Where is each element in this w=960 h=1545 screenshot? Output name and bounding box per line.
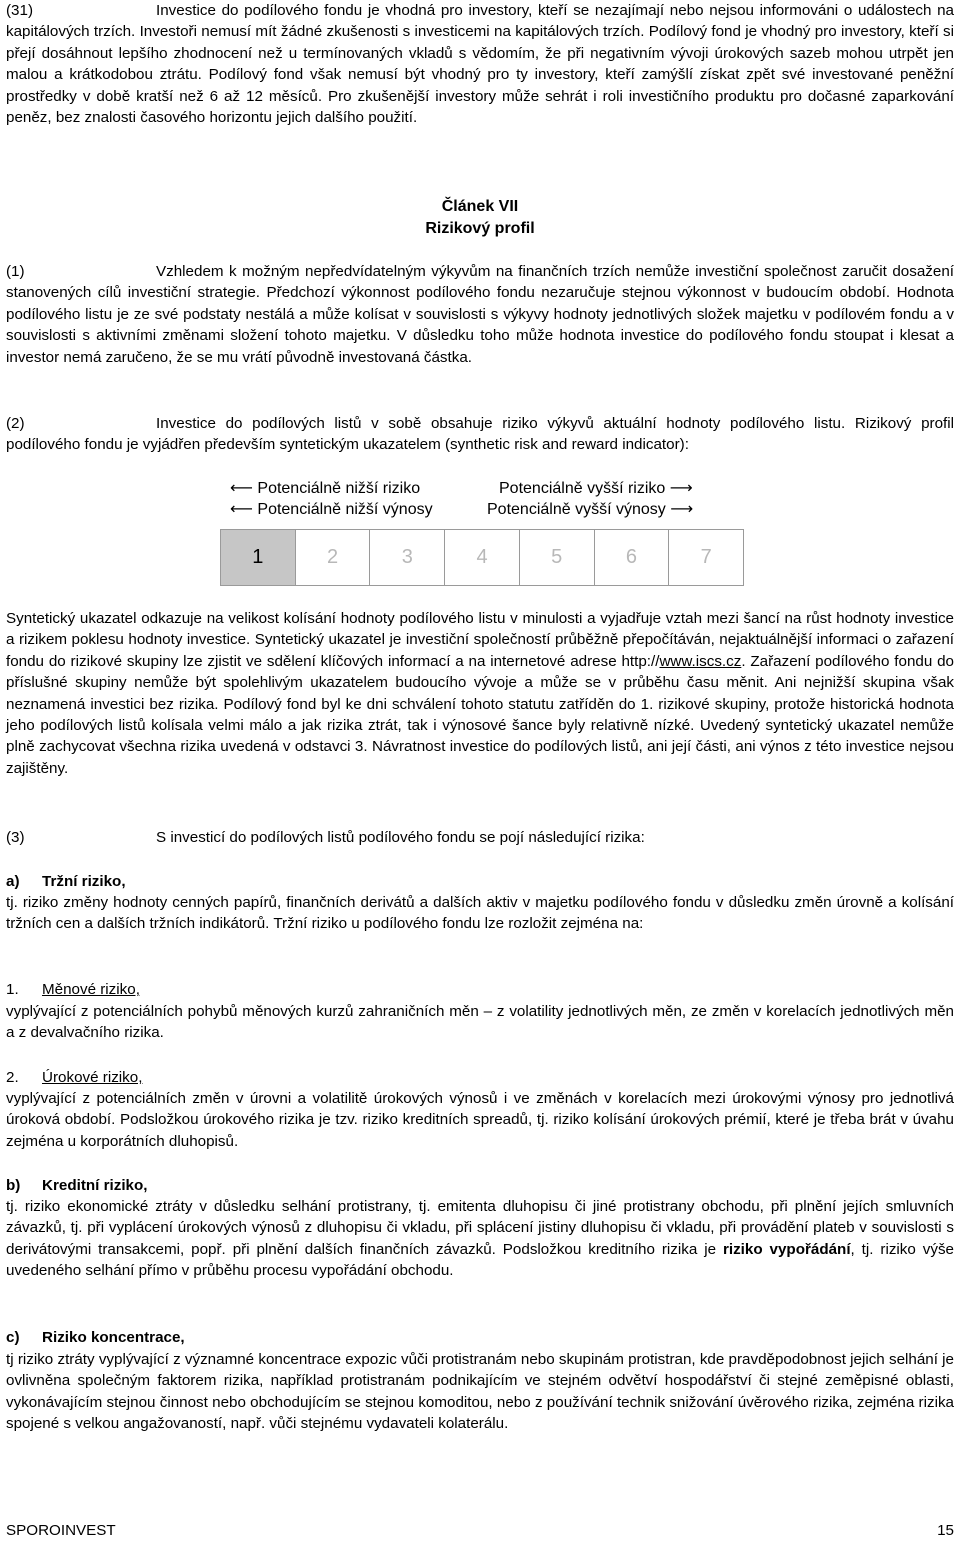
risk-scale-cell-5: 5: [520, 530, 595, 585]
paragraph-31: [6, 0, 954, 128]
risk-c-text: tj riziko ztráty vyplývající z významné koncentrace expozic vůči protistranám nebo skupinám protistran, kde pravděpodobnost jejich selhání je ovlivněna společným faktorem rizika, například protistranám podnikajícím ve stejném odvětví hospodářství či stejné zeměpisné oblasti, vykonávajícím stejnou činnost nebo obchodujícím se stejnou komoditou, nebo z používání technik snižování úvěrového rizika, zejména rizika spojené s velkou angažovaností, např. vůči stejnému vydavateli kolaterálu.: [6, 1351, 954, 1433]
paragraph-3: [6, 827, 954, 848]
paragraph-text: S investicí do podílových listů podílového fondu se pojí následující rizika:: [156, 829, 645, 846]
risk-scale-cell-1: 1: [221, 530, 296, 585]
paragraph-number: (2): [6, 415, 25, 432]
page-number: 15: [937, 1522, 954, 1539]
risk-a-text: tj. riziko změny hodnoty cenných papírů, finančních derivátů a dalších aktiv v majetku podílového fondu v důsledku změn úrovně a kolísání tržních cen a dalších tržních indikátorů. Tržní riziko u podílového fondu lze rozložit zejména na:: [6, 894, 954, 933]
sub-risk-2-text: vyplývající z potenciálních změn v úrovni a volatilitě úrokových výnosů i ve změnách v korelacích mezi úrokovými výnosy pro jednotlivá úroková období. Podsložkou úrokového rizika je tzv. riziko kreditních spreadů, tj. riziko kolísání úrokových prémií, které je třeba brát v úvahu zejména u korporátních dluhopisů.: [6, 1090, 954, 1150]
article-number: Článek VII: [441, 198, 519, 215]
sub-risk-1-text: vyplývající z potenciálních pohybů měnových kurzů zahraničních měn – z volatility jednotlivých měn, ze změn v korelacích jednotlivých měn a z devalvačního rizika.: [6, 1003, 954, 1042]
arrow-right-icon: ⟶: [670, 501, 694, 518]
paragraph-1: [6, 261, 954, 368]
paragraph-text: Investice do podílového fondu je vhodná pro investory, kteří se nezajímají nebo nejsou informováni o událostech na kapitálových trzích. Investoři nemusí mít žádné zkušenosti s investicemi na kapitálových trzích. Podílový fond je vhodný pro investory, kteří si přejí dosáhnout lepšího zhodnocení než u termínovaných vkladů s vědomím, že při negativním vývoji úrokových sazeb mohou utrpět jen malou a krátkodobou ztrátu. Podílový fond však nemusí být vhodný pro ty investory, kteří zamýšlí získat zpět své investované peněžní prostředky v době kratší než 6 až 12 měsíců. Pro zkušenější investory může sehrát i roli investičního produktu pro dočasné zaparkování peněz, bez znalosti časového horizontu jejich dalšího použití.: [6, 2, 954, 127]
risk-scale-cell-6: 6: [595, 530, 670, 585]
arrow-right-icon: ⟶: [669, 480, 693, 497]
risk-scale-cell-4: 4: [445, 530, 520, 585]
risk-b-heading: b) Kreditní riziko,: [6, 1177, 148, 1194]
paragraph-number: (3): [6, 829, 25, 846]
document-page: [6, 0, 954, 1545]
higher-yield-label: Potenciálně vyšší výnosy ⟶: [487, 501, 694, 518]
paragraph-number: (1): [6, 263, 25, 280]
arrow-left-icon: ⟵: [230, 501, 253, 518]
risk-scale-cell-2: 2: [296, 530, 371, 585]
risk-scale-cell-7: 7: [700, 546, 712, 568]
article-title: Rizikový profil: [425, 220, 535, 237]
sub-risk-1-heading: 1. Měnové riziko,: [6, 981, 140, 998]
lower-risk-label: ⟵ Potenciálně nižší riziko: [230, 480, 421, 497]
lower-yield-label: ⟵ Potenciálně nižší výnosy: [230, 501, 433, 518]
page-footer: [6, 1522, 954, 1539]
risk-a-heading: a) Tržní riziko,: [6, 873, 126, 890]
risk-c-heading: c) Riziko koncentrace,: [6, 1329, 185, 1346]
arrow-left-icon: ⟵: [230, 480, 253, 497]
paragraph-text: Vzhledem k možným nepředvídatelným výkyvům na finančních trzích nemůže investiční společnost zaručit dosažení stanovených cílů investiční strategie. Předchozí výkonnost podílového fondu nezaručuje stejnou výkonnost v budoucím období. Hodnota podílového listu je ze své podstaty nestálá a může kolísat v souvislosti s výkyvy hodnoty jednotlivých složek majetku v podílovém fondu a v souvislosti s aktivními změnami složení tohoto majetku. V důsledku toho může hodnota investice do podílového fondu stoupat i klesat a investor nemá zaručeno, že se mu vrátí původně investovaná částka.: [6, 263, 954, 366]
risk-scale: [220, 529, 744, 586]
paragraph-2: [6, 413, 954, 456]
paragraph-number: (31): [6, 2, 34, 19]
risk-scale-cell-3: 3: [370, 530, 445, 585]
sub-risk-2-heading: 2. Úrokové riziko,: [6, 1069, 143, 1086]
higher-risk-label: Potenciálně vyšší riziko ⟶: [499, 480, 693, 497]
footer-company: SPOROINVEST: [6, 1522, 116, 1539]
paragraph-text: Investice do podílových listů v sobě obsahuje riziko výkyvů aktuální hodnoty podílového listu. Rizikový profil podílového fondu je vyjádřen především syntetickým ukazatelem (synthetic risk and reward indicator):: [6, 415, 954, 454]
srri-paragraph: Syntetický ukazatel odkazuje na velikost kolísání hodnoty podílového listu v minulosti a vyjadřuje vztah mezi šancí na růst hodnoty investice a rizikem poklesu hodnoty investice. Syntetický ukazatel je investiční společností průběžně přepočítáván, nejaktuálnější informaci o zařazení fondu do rizikové skupiny lze zjistit ve sdělení klíčových informací a na internetové adrese http://www.iscs.cz. Zařazení podílového fondu do příslušné skupiny nemůže být spolehlivým ukazatelem budoucího vývoje a může se v průběhu času měnit. Ani nejnižší skupina však neznamená investici bez rizika. Podílový fond byl ke dni schválení tohoto statutu zatříděn do 1. rizikové skupiny, protože historická hodnota jeho podílových listů kolísala velmi málo a jak rizika ztrát, tak i výnosové šance byly relativně nízké. Uvedený syntetický ukazatel nemůže plně zachycovat všechna rizika uvedená v odstavci 3. Návratnost investice do podílových listů, ani její části, ani výnos z této investice nejsou zajištěny.: [6, 610, 955, 777]
website-link[interactable]: www.iscs.cz: [659, 652, 742, 670]
risk-b-text: tj. riziko ekonomické ztráty v důsledku selhání protistrany, tj. emitenta dluhopisu či jiné protistrany obchodu, při plnění jejích smluvních závazků, tj. při vyplácení úrokových výnosů z dluhopisu či vkladu, při splácení jistiny dluhopisu či vkladu, při provádění plateb v souvislosti s derivátovými transakcemi, popř. při plnění dalších finančních závazků. Podsložkou kreditního rizika je riziko vypořádání, tj. riziko výše uvedeného selhání přímo v průběhu procesu vypořádání obchodu.: [6, 1198, 954, 1280]
